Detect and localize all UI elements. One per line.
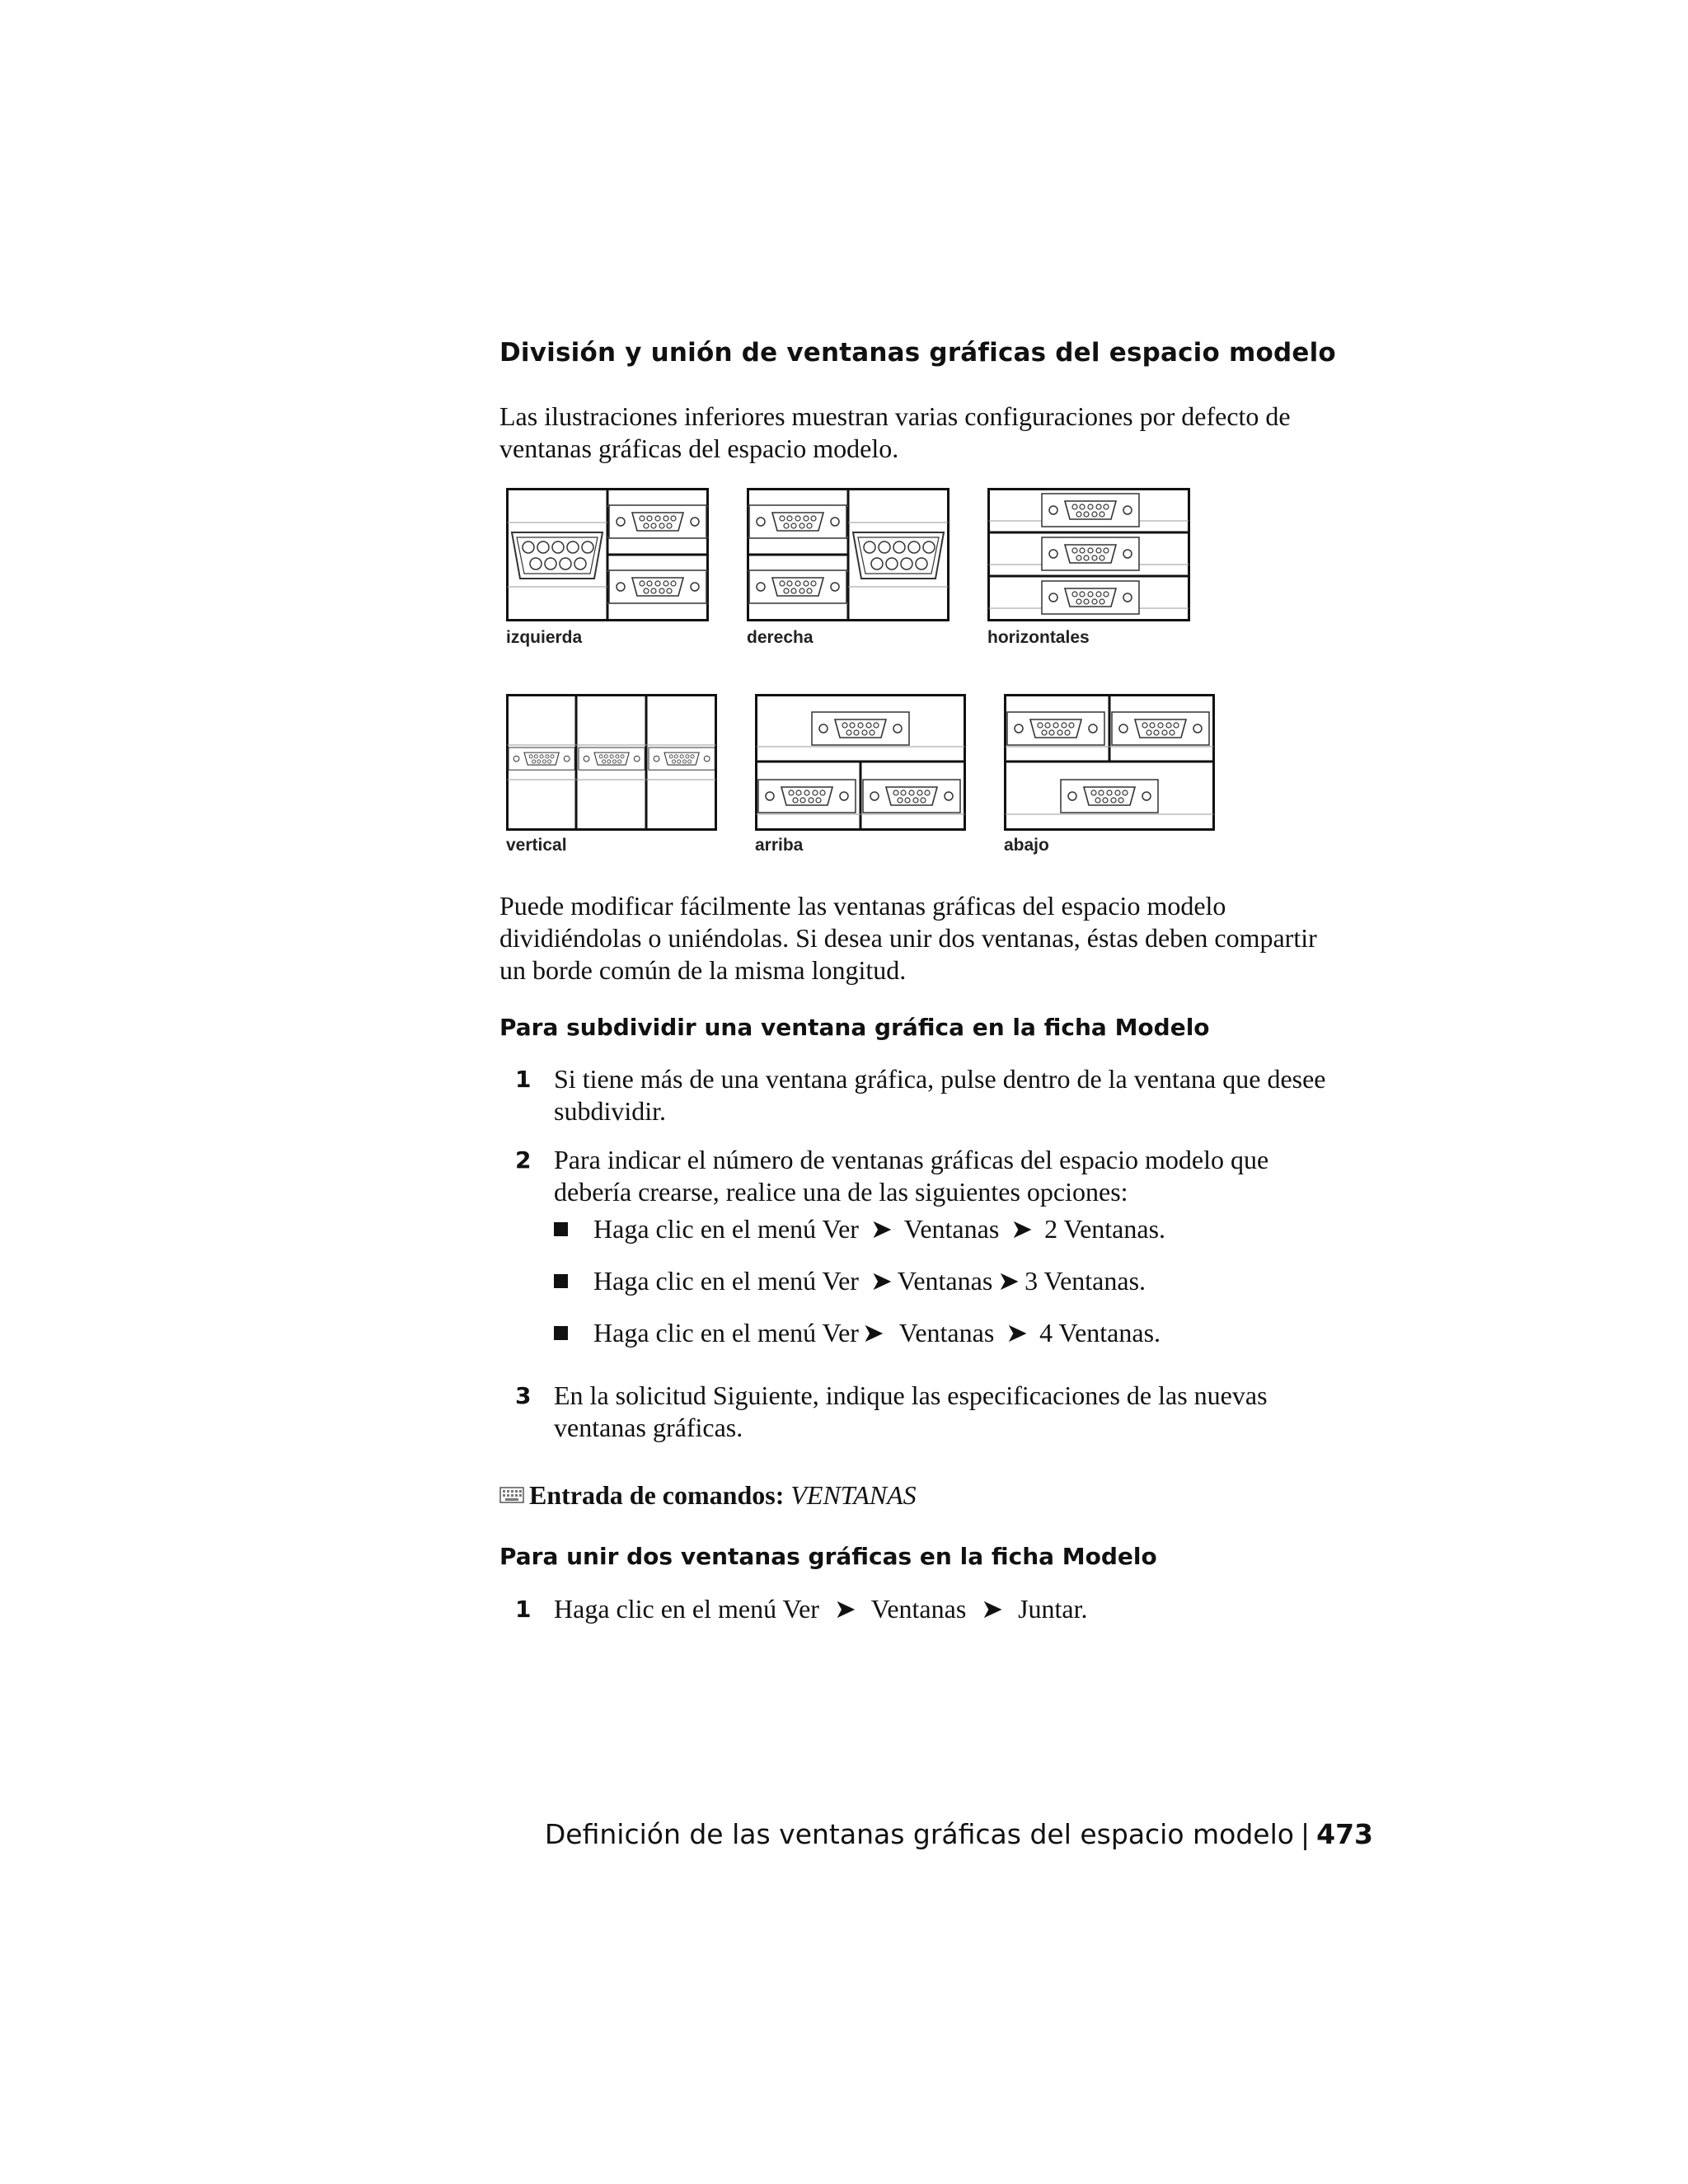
arrow-icon: ➤ <box>861 1318 884 1347</box>
figure-derecha <box>747 488 950 647</box>
figure-caption: derecha <box>747 628 814 647</box>
bullet-text: Haga clic en el menú Ver ➤ Ventanas ➤ 2 Ventanas. <box>593 1214 1166 1244</box>
bullet-square-icon <box>554 1326 568 1340</box>
step-text <box>554 1380 1268 1444</box>
body-paragraph <box>499 890 1390 987</box>
step-number: 2 <box>515 1146 532 1174</box>
bullet-text: Haga clic en el menú Ver ➤ Ventanas ➤ 3 Ventanas. <box>593 1266 1146 1296</box>
bullet-square-icon <box>554 1274 568 1288</box>
intro-line: Las ilustraciones inferiores muestran varias configuraciones por defecto de <box>499 401 1291 431</box>
arrow-icon: ➤ <box>997 1266 1020 1296</box>
command-entry-value: VENTANAS <box>790 1480 917 1510</box>
figure-caption: izquierda <box>506 628 583 647</box>
command-entry-label: Entrada de comandos: <box>529 1480 785 1510</box>
step-line: subdividir. <box>554 1096 667 1126</box>
section-title: División y unión de ventanas gráficas del espacio modelo <box>499 338 1336 368</box>
step-line: debería crearse, realice una de las siguientes opciones: <box>554 1177 1128 1207</box>
step-text <box>554 1144 1268 1208</box>
step-number: 1 <box>515 1596 532 1623</box>
figure-caption: arriba <box>755 836 804 855</box>
intro-line: ventanas gráficas del espacio modelo. <box>499 434 899 463</box>
figure-vertical <box>506 694 717 855</box>
page <box>499 0 1373 2184</box>
procedure-title: Para subdividir una ventana gráfica en la ficha Modelo <box>499 1014 1210 1041</box>
figure-arriba <box>755 694 966 855</box>
arrow-icon: ➤ <box>870 1266 893 1296</box>
step-number: 1 <box>515 1066 532 1093</box>
page-footer <box>545 1818 1373 1850</box>
arrow-icon: ➤ <box>1006 1318 1029 1347</box>
keyboard-icon <box>499 1479 524 1510</box>
figure-caption: vertical <box>506 836 567 855</box>
body-line: Puede modificar fácilmente las ventanas gráficas del espacio modelo <box>499 891 1226 921</box>
figure-izquierda <box>506 488 709 647</box>
arrow-icon: ➤ <box>870 1214 893 1244</box>
intro-paragraph <box>499 401 1390 465</box>
body-line: un borde común de la misma longitud. <box>499 955 907 985</box>
step-text <box>554 1063 1326 1127</box>
step-line: En la solicitud Siguiente, indique las especificaciones de las nuevas <box>554 1380 1268 1410</box>
command-entry <box>499 1480 917 1513</box>
bullet-text: Haga clic en el menú Ver ➤ Ventanas ➤ 4 Ventanas. <box>593 1318 1161 1347</box>
figure-caption: abajo <box>1004 836 1049 855</box>
procedure-title: Para unir dos ventanas gráficas en la ficha Modelo <box>499 1543 1157 1570</box>
footer-chapter-title: Definición de las ventanas gráficas del espacio modelo <box>544 1818 1294 1850</box>
arrow-icon: ➤ <box>981 1594 1004 1624</box>
arrow-icon: ➤ <box>833 1594 856 1624</box>
page-number: 473 <box>1316 1818 1373 1850</box>
footer-separator: | <box>1300 1818 1311 1850</box>
figure-caption: horizontales <box>987 628 1090 647</box>
step-text: Haga clic en el menú Ver ➤ Ventanas ➤ Juntar. <box>554 1594 1088 1624</box>
figure-horizontales <box>987 488 1190 647</box>
step-line: Para indicar el número de ventanas gráficas del espacio modelo que <box>554 1145 1269 1174</box>
body-line: dividiéndolas o uniéndolas. Si desea unir dos ventanas, éstas deben compartir <box>499 923 1317 953</box>
step-line: ventanas gráficas. <box>554 1413 743 1442</box>
step-number: 3 <box>515 1382 532 1409</box>
figure-abajo <box>1004 694 1215 855</box>
arrow-icon: ➤ <box>1010 1214 1034 1244</box>
step-line: Si tiene más de una ventana gráfica, pulse dentro de la ventana que desee <box>554 1064 1326 1094</box>
bullet-square-icon <box>554 1222 568 1236</box>
